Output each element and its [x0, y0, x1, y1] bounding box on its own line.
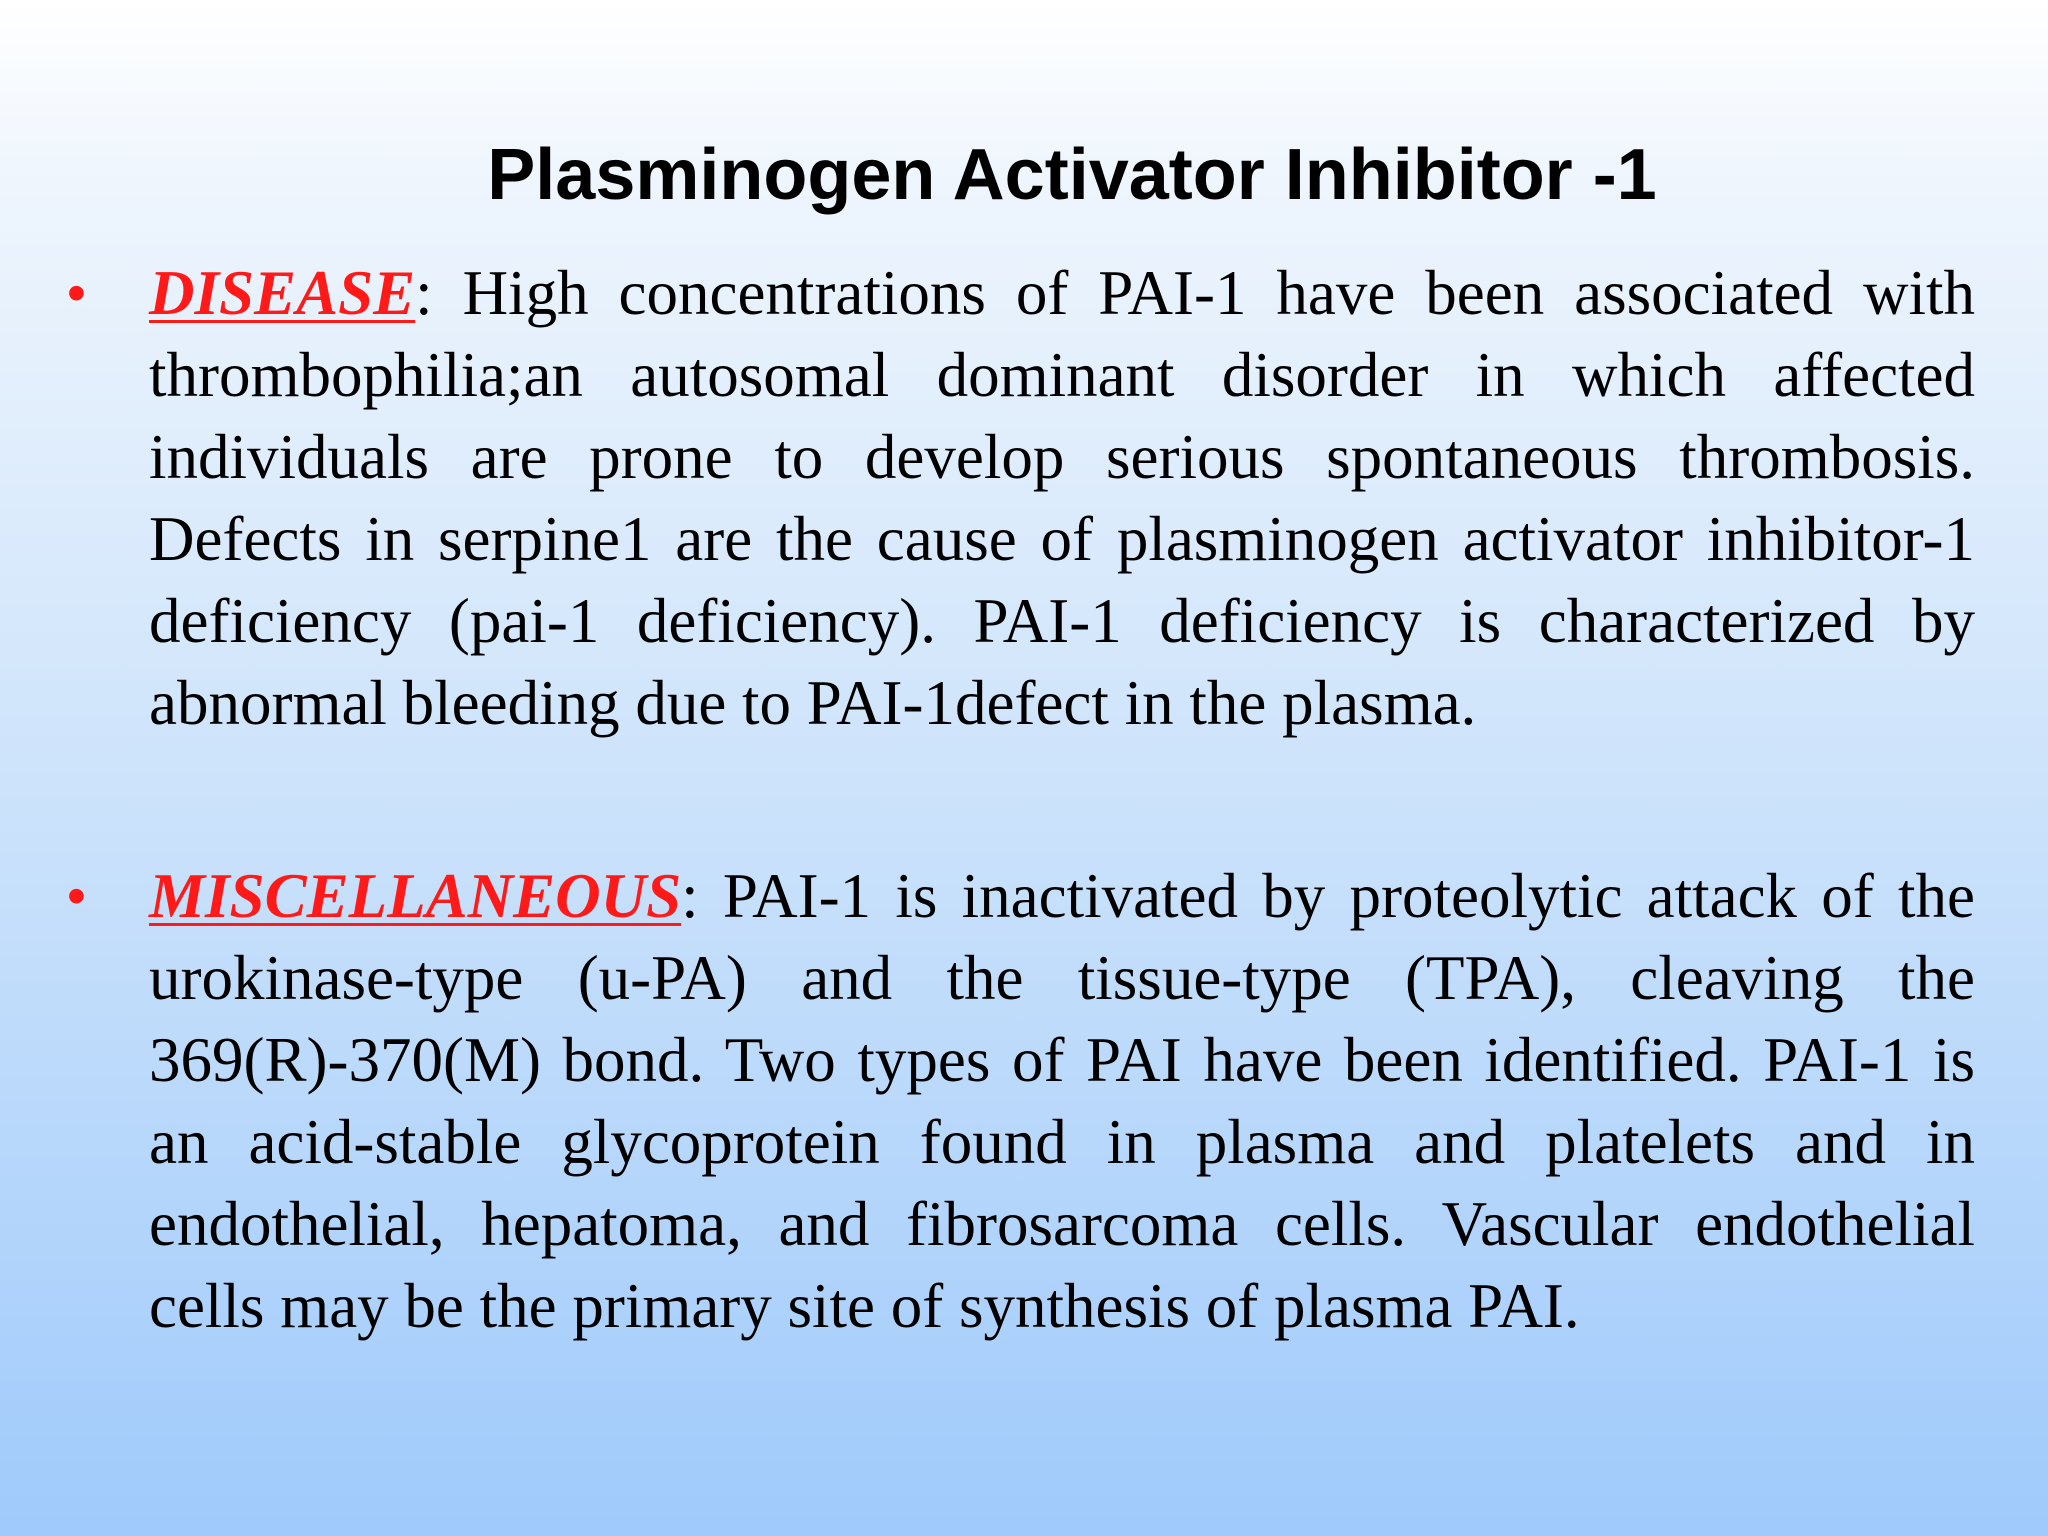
slide-title: Plasminogen Activator Inhibitor -1	[487, 135, 1657, 216]
bullet-keyword-disease: DISEASE	[149, 258, 416, 328]
bullet-dot-icon: •	[67, 263, 86, 323]
bullet-item-disease	[67, 252, 1975, 744]
bullet-keyword-miscellaneous: MISCELLANEOUS	[149, 861, 682, 931]
bullet-item-miscellaneous	[67, 855, 1975, 1347]
bullet-text-miscellaneous: : PAI-1 is inactivated by proteolytic attack of the urokinase-type (u-PA) and the tissue-type (TPA), cleaving the 369(R)-370(M) bond. Two types of PAI have been identified. PAI-1 is an acid-stable glycoprotein found in plasma and platelets and in endothelial, hepatoma, and fibrosarcoma cells. Vascular endothelial cells may be the primary site of synthesis of plasma PAI.	[149, 861, 1975, 1341]
bullet-text-disease: : High concentrations of PAI-1 have been associated with thrombophilia;an autosomal dominant disorder in which affected individuals are prone to develop serious spontaneous thrombosis. Defects in serpine1 are the cause of plasminogen activator inhibitor-1 deficiency (pai-1 deficiency). PAI-1 deficiency is characterized by abnormal bleeding due to PAI-1defect in the plasma.	[149, 258, 1975, 738]
bullet-dot-icon: •	[67, 866, 86, 926]
